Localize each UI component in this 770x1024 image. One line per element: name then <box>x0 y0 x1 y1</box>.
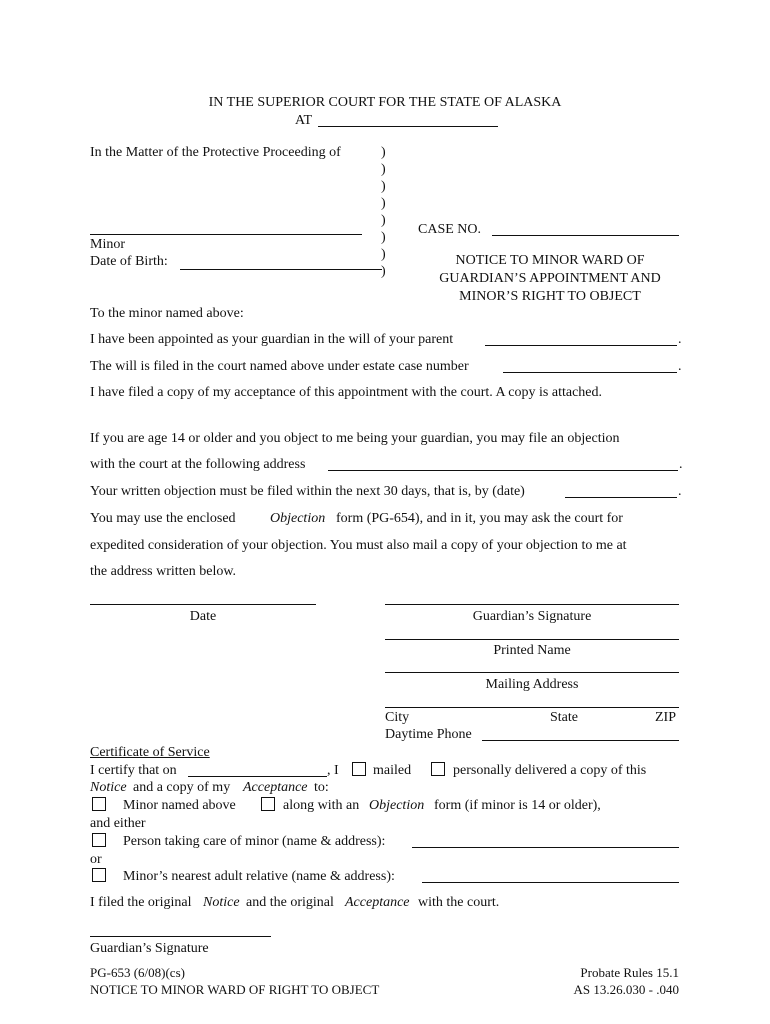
notice-title-line-2: GUARDIAN’S APPOINTMENT AND <box>439 271 661 286</box>
form-text-a: You may use the enclosed <box>90 511 236 526</box>
minor-named-checkbox[interactable] <box>92 797 106 811</box>
filed-text-b: and the original <box>246 895 334 910</box>
form-text-b: form (PG-654), and in it, you may ask the court for <box>336 511 623 526</box>
certify-i-text: , I <box>327 763 339 778</box>
minor-named-label: Minor named above <box>123 798 236 813</box>
dob-label: Date of Birth: <box>90 254 168 269</box>
service-date-field[interactable] <box>188 776 327 777</box>
objection-italic: Objection <box>369 798 425 813</box>
daytime-phone-label: Daytime Phone <box>385 727 472 742</box>
objection-text-1: If you are age 14 or older and you object to me being your guardian, you may file an objection <box>90 431 620 446</box>
period: . <box>678 484 682 499</box>
filed-notice-italic: Notice <box>203 895 240 910</box>
nearest-relative-field[interactable] <box>422 882 679 883</box>
mailing-address-field[interactable] <box>385 672 679 673</box>
filed-text-c: with the court. <box>418 895 500 910</box>
person-taking-care-label: Person taking care of minor (name & address): <box>123 834 386 849</box>
nearest-relative-checkbox[interactable] <box>92 868 106 882</box>
probate-rules: Probate Rules 15.1 <box>580 965 679 980</box>
daytime-phone-field[interactable] <box>482 740 679 741</box>
objection-text-2: with the court at the following address <box>90 457 306 472</box>
parent-name-field[interactable] <box>485 345 677 346</box>
guardian-signature-field[interactable] <box>385 604 679 605</box>
mailed-checkbox[interactable] <box>352 762 366 776</box>
objection-form-name: Objection <box>270 511 326 526</box>
person-taking-care-field[interactable] <box>412 847 679 848</box>
period: . <box>679 457 683 472</box>
guardian-signature-label: Guardian’s Signature <box>472 609 592 624</box>
certificate-heading: Certificate of Service <box>90 745 210 760</box>
nearest-relative-label: Minor’s nearest adult relative (name & address): <box>123 869 395 884</box>
mailed-label: mailed <box>373 763 412 778</box>
caption-paren: ) <box>381 213 386 228</box>
certify-text: I certify that on <box>90 763 177 778</box>
case-no-label: CASE NO. <box>418 222 482 237</box>
date-label: Date <box>189 609 217 624</box>
or-text: or <box>90 852 102 867</box>
certificate-signature-field[interactable] <box>90 936 271 937</box>
person-taking-care-checkbox[interactable] <box>92 833 106 847</box>
statute-reference: AS 13.26.030 - .040 <box>573 982 679 997</box>
dob-field[interactable] <box>180 269 382 270</box>
caption-paren: ) <box>381 264 386 279</box>
certificate-signature-label: Guardian’s Signature <box>90 941 209 956</box>
court-location-label: AT <box>295 113 313 128</box>
state-label: State <box>550 710 578 725</box>
notice-italic: Notice <box>90 780 127 795</box>
minor-label: Minor <box>90 237 125 252</box>
filed-text-a: I filed the original <box>90 895 192 910</box>
caption-paren: ) <box>381 145 386 160</box>
caption-paren: ) <box>381 179 386 194</box>
to-text: to: <box>314 780 329 795</box>
expedited-text: expedited consideration of your objection. You must also mail a copy of your objection to me at <box>90 538 627 553</box>
printed-name-label: Printed Name <box>493 643 571 658</box>
deadline-text: Your written objection must be filed within the next 30 days, that is, by (date) <box>90 484 525 499</box>
deadline-date-field[interactable] <box>565 497 677 498</box>
mailing-address-label: Mailing Address <box>485 677 579 692</box>
city-state-zip-field[interactable] <box>385 707 679 708</box>
delivered-checkbox[interactable] <box>431 762 445 776</box>
form-id: PG-653 (6/08)(cs) <box>90 965 185 980</box>
along-with-text: along with an <box>283 798 360 813</box>
date-field[interactable] <box>90 604 316 605</box>
period: . <box>678 332 682 347</box>
delivered-label: personally delivered a copy of this <box>453 763 647 778</box>
zip-label: ZIP <box>655 710 676 725</box>
appointed-text: I have been appointed as your guardian in the will of your parent <box>90 332 454 347</box>
form-footer-title: NOTICE TO MINOR WARD OF RIGHT TO OBJECT <box>90 982 380 997</box>
period: . <box>678 359 682 374</box>
and-copy-text: and a copy of my <box>133 780 231 795</box>
printed-name-field[interactable] <box>385 639 679 640</box>
estate-case-number-field[interactable] <box>503 372 677 373</box>
caption-paren: ) <box>381 230 386 245</box>
case-no-field[interactable] <box>492 235 679 236</box>
court-location-field[interactable] <box>318 126 498 127</box>
will-filed-text: The will is filed in the court named above under estate case number <box>90 359 469 374</box>
acceptance-italic: Acceptance <box>243 780 308 795</box>
salutation: To the minor named above: <box>90 306 244 321</box>
acceptance-text: I have filed a copy of my acceptance of this appointment with the court. A copy is attached. <box>90 385 602 400</box>
address-below-text: the address written below. <box>90 564 237 579</box>
caption-paren: ) <box>381 196 386 211</box>
matter-label: In the Matter of the Protective Proceeding of <box>90 145 341 160</box>
and-either-text: and either <box>90 816 146 831</box>
form-if-text: form (if minor is 14 or older), <box>434 798 601 813</box>
filed-acceptance-italic: Acceptance <box>345 895 410 910</box>
court-title: IN THE SUPERIOR COURT FOR THE STATE OF ALASKA <box>208 95 562 110</box>
notice-title-line-3: MINOR’S RIGHT TO OBJECT <box>459 289 641 304</box>
objection-form-checkbox[interactable] <box>261 797 275 811</box>
court-address-field[interactable] <box>328 470 678 471</box>
notice-title-line-1: NOTICE TO MINOR WARD OF <box>455 253 645 268</box>
caption-paren: ) <box>381 247 386 262</box>
city-label: City <box>385 710 410 725</box>
caption-paren: ) <box>381 162 386 177</box>
minor-name-field[interactable] <box>90 234 362 235</box>
